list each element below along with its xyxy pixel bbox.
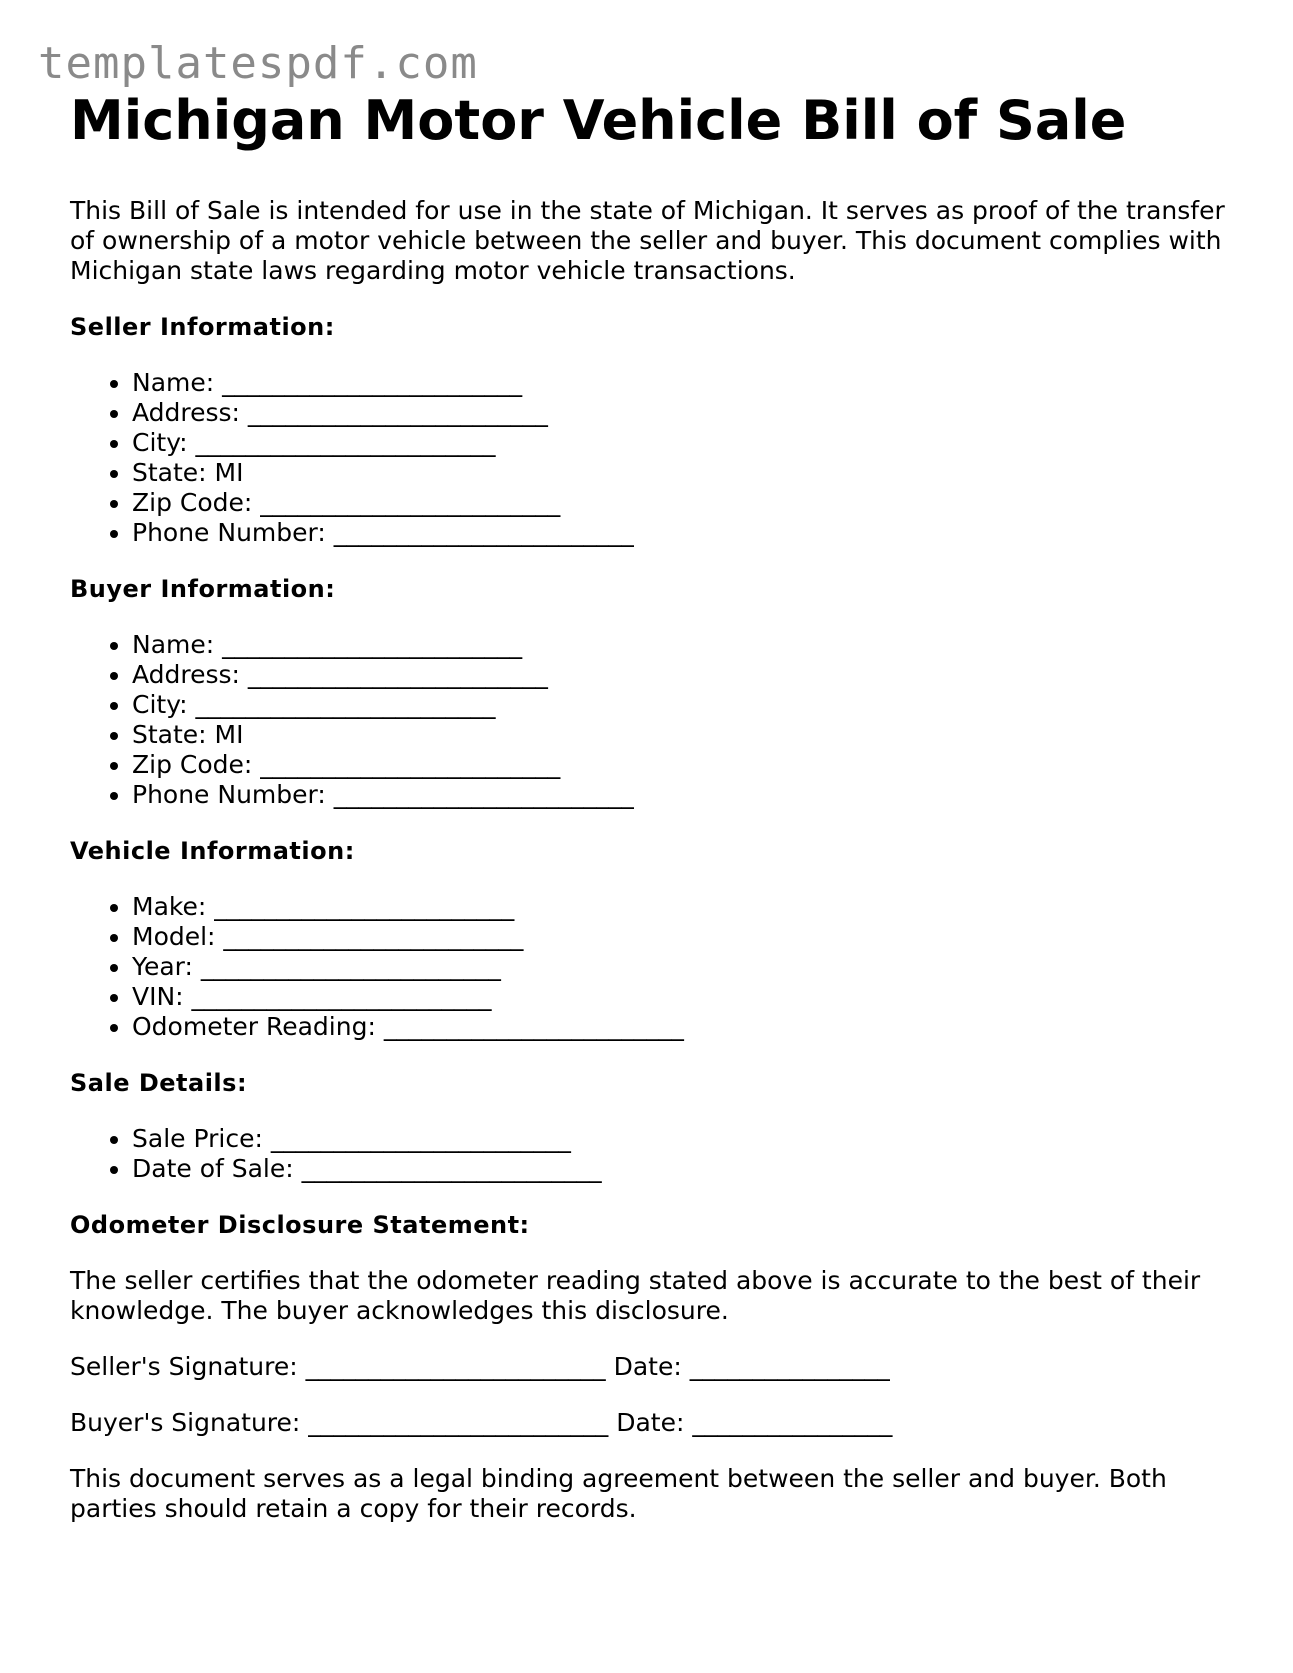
vehicle-year-field[interactable]: • Year: ________________________ <box>132 952 1230 982</box>
seller-city-field[interactable]: • City: ________________________ <box>132 428 1230 458</box>
vehicle-heading: Vehicle Information: <box>70 837 355 865</box>
odometer-heading: Odometer Disclosure Statement: <box>70 1211 530 1239</box>
buyer-name-field[interactable]: • Name: ________________________ <box>132 630 1230 660</box>
buyer-state-field: • State: MI <box>132 720 1230 750</box>
buyer-heading: Buyer Information: <box>70 575 336 603</box>
sale-field-list <box>70 1124 1230 1184</box>
intro-paragraph: This Bill of Sale is intended for use in the state of Michigan. It serves as proof of the transfer of ownership of a motor vehicle between the seller and buyer. This document complies with Michigan state laws regarding motor vehicle transactions. <box>70 196 1225 285</box>
vehicle-field-list <box>70 892 1230 1042</box>
vehicle-odometer-field[interactable]: • Odometer Reading: ________________________ <box>132 1012 1230 1042</box>
buyer-city-field[interactable]: • City: ________________________ <box>132 690 1230 720</box>
page-title: Michigan Motor Vehicle Bill of Sale <box>70 89 1127 152</box>
sale-price-field[interactable]: • Sale Price: ________________________ <box>132 1124 1230 1154</box>
seller-state-field: • State: MI <box>132 458 1230 488</box>
buyer-field-list <box>70 630 1230 810</box>
seller-heading: Seller Information: <box>70 313 335 341</box>
watermark: templatespdf.com <box>38 38 478 89</box>
seller-address-field[interactable]: • Address: ________________________ <box>132 398 1230 428</box>
vehicle-vin-field[interactable]: • VIN: ________________________ <box>132 982 1230 1012</box>
seller-name-field[interactable]: • Name: ________________________ <box>132 368 1230 398</box>
buyer-phone-field[interactable]: • Phone Number: ________________________ <box>132 780 1230 810</box>
vehicle-model-field[interactable]: • Model: ________________________ <box>132 922 1230 952</box>
sale-heading: Sale Details: <box>70 1069 248 1097</box>
seller-field-list <box>70 368 1230 548</box>
sale-date-field[interactable]: • Date of Sale: ________________________ <box>132 1154 1230 1184</box>
seller-phone-field[interactable]: • Phone Number: ________________________ <box>132 518 1230 548</box>
buyer-zip-field[interactable]: • Zip Code: ________________________ <box>132 750 1230 780</box>
seller-signature-line[interactable]: Seller's Signature: ________________________ Date: ________________ <box>70 1352 890 1381</box>
buyer-signature-line[interactable]: Buyer's Signature: ________________________ Date: ________________ <box>70 1408 893 1437</box>
odometer-statement: The seller certifies that the odometer reading stated above is accurate to the best of their knowledge. The buyer acknowledges this disclosure. <box>70 1266 1201 1325</box>
document-body <box>70 86 1230 1524</box>
closing-paragraph: This document serves as a legal binding agreement between the seller and buyer. Both parties should retain a copy for their records. <box>70 1464 1167 1523</box>
buyer-address-field[interactable]: • Address: ________________________ <box>132 660 1230 690</box>
vehicle-make-field[interactable]: • Make: ________________________ <box>132 892 1230 922</box>
seller-zip-field[interactable]: • Zip Code: ________________________ <box>132 488 1230 518</box>
